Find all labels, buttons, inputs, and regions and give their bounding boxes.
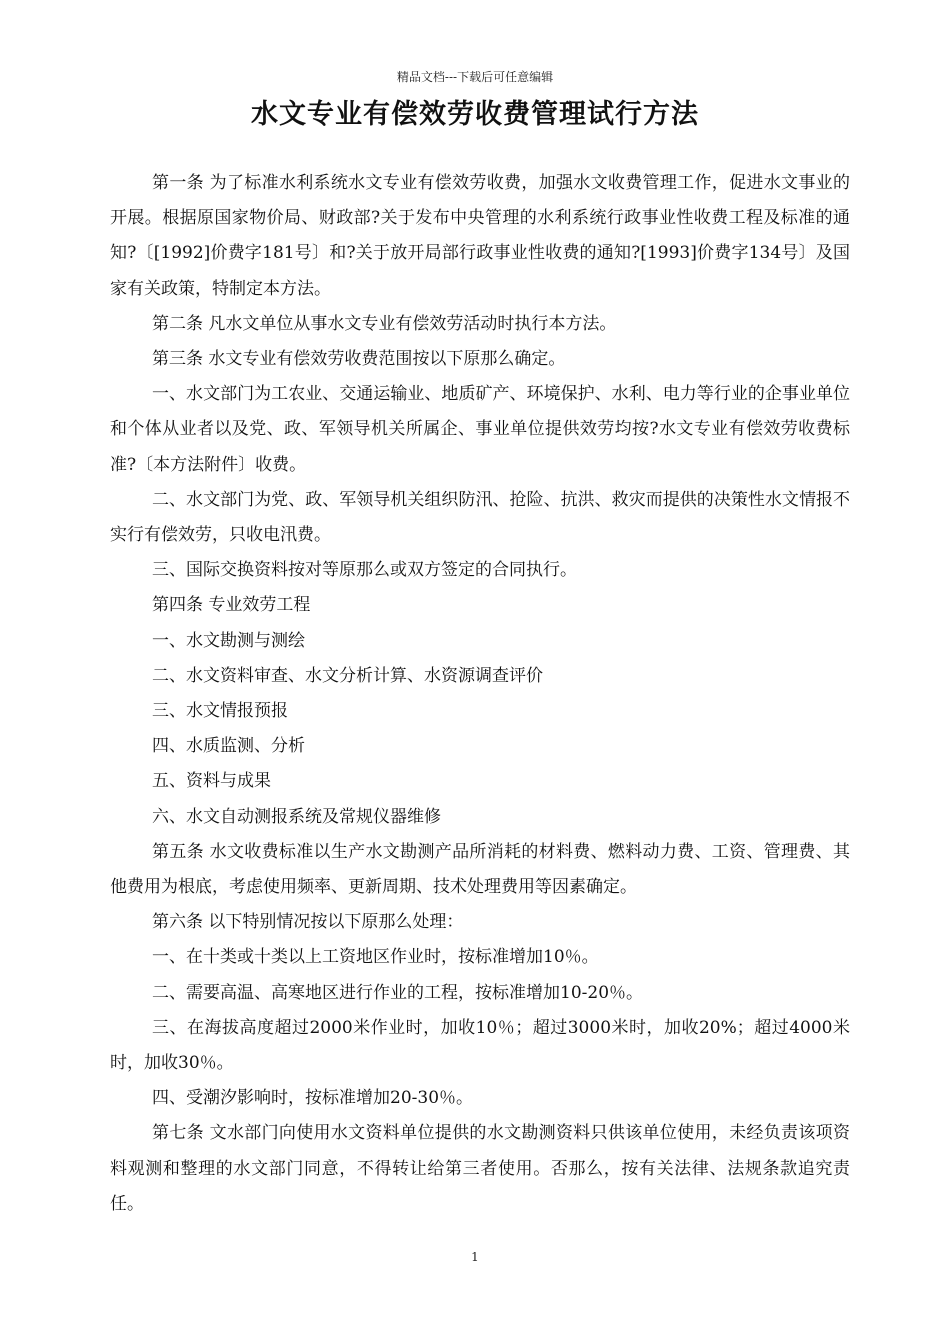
paragraph: 五、资料与成果 <box>152 771 271 792</box>
paragraph: 一、水文部门为工农业、交通运输业、地质矿产、环境保护、水利、电力等行业的企事业单位和个体从业者以及党、政、军领导机关所属企、事业单位提供效劳均按?水文专业有偿效劳收费标准?〔本方法附件〕收费。 <box>110 384 850 475</box>
paragraph: 第一条 为了标准水利系统水文专业有偿效劳收费，加强水文收费管理工作，促进水文事业的开展。根据原国家物价局、财政部?关于发布中央管理的水利系统行政事业性收费工程及标准的通知?〔[1992]价费字181号〕和?关于放开局部行政事业性收费的通知?[1993]价费字134号〕及国家有关政策，特制定本方法。 <box>110 173 850 299</box>
paragraph: 六、水文自动测报系统及常规仪器维修 <box>152 806 441 827</box>
paragraph: 一、在十类或十类以上工资地区作业时，按标准增加10％。 <box>152 947 599 968</box>
paragraph: 三、水文情报预报 <box>152 701 288 722</box>
paragraph: 第六条 以下特别情况按以下原那么处理： <box>152 912 464 933</box>
paragraph: 二、水文部门为党、政、军领导机关组织防汛、抢险、抗洪、救灾而提供的决策性水文情报不实行有偿效劳，只收电汛费。 <box>110 489 850 546</box>
paragraph: 第三条 水文专业有偿效劳收费范围按以下原那么确定。 <box>152 349 566 370</box>
paragraph: 三、在海拔高度超过2000米作业时，加收10％；超过3000米时，加收20%；超过4000米时，加收30％。 <box>110 1017 850 1074</box>
paragraph: 第四条 专业效劳工程 <box>152 595 311 616</box>
page-number: 1 <box>471 1250 479 1264</box>
document-body <box>110 166 850 1222</box>
document-title: 水文专业有偿效劳收费管理试行方法 <box>251 99 699 130</box>
paragraph: 四、受潮汐影响时，按标准增加20-30％。 <box>152 1088 474 1109</box>
paragraph: 二、需要高温、高寒地区进行作业的工程，按标准增加10-20％。 <box>152 982 644 1003</box>
paragraph: 二、水文资料审查、水文分析计算、水资源调查评价 <box>152 665 543 686</box>
paragraph: 四、水质监测、分析 <box>152 736 305 757</box>
paragraph: 第五条 水文收费标准以生产水文勘测产品所消耗的材料费、燃料动力费、工资、管理费、其他费用为根底，考虑使用频率、更新周期、技术处理费用等因素确定。 <box>110 841 850 898</box>
paragraph: 一、水文勘测与测绘 <box>152 630 305 651</box>
paragraph: 第七条 文水部门向使用水文资料单位提供的水文勘测资料只供该单位使用，未经负责该项资料观测和整理的水文部门同意，不得转让给第三者使用。否那么，按有关法律、法规条款追究责任。 <box>110 1123 850 1214</box>
page-header: 精品文档---下载后可任意编辑 <box>396 70 554 84</box>
paragraph: 第二条 凡水文单位从事水文专业有偿效劳活动时执行本方法。 <box>152 313 617 334</box>
paragraph: 三、国际交换资料按对等原那么或双方签定的合同执行。 <box>152 560 577 581</box>
